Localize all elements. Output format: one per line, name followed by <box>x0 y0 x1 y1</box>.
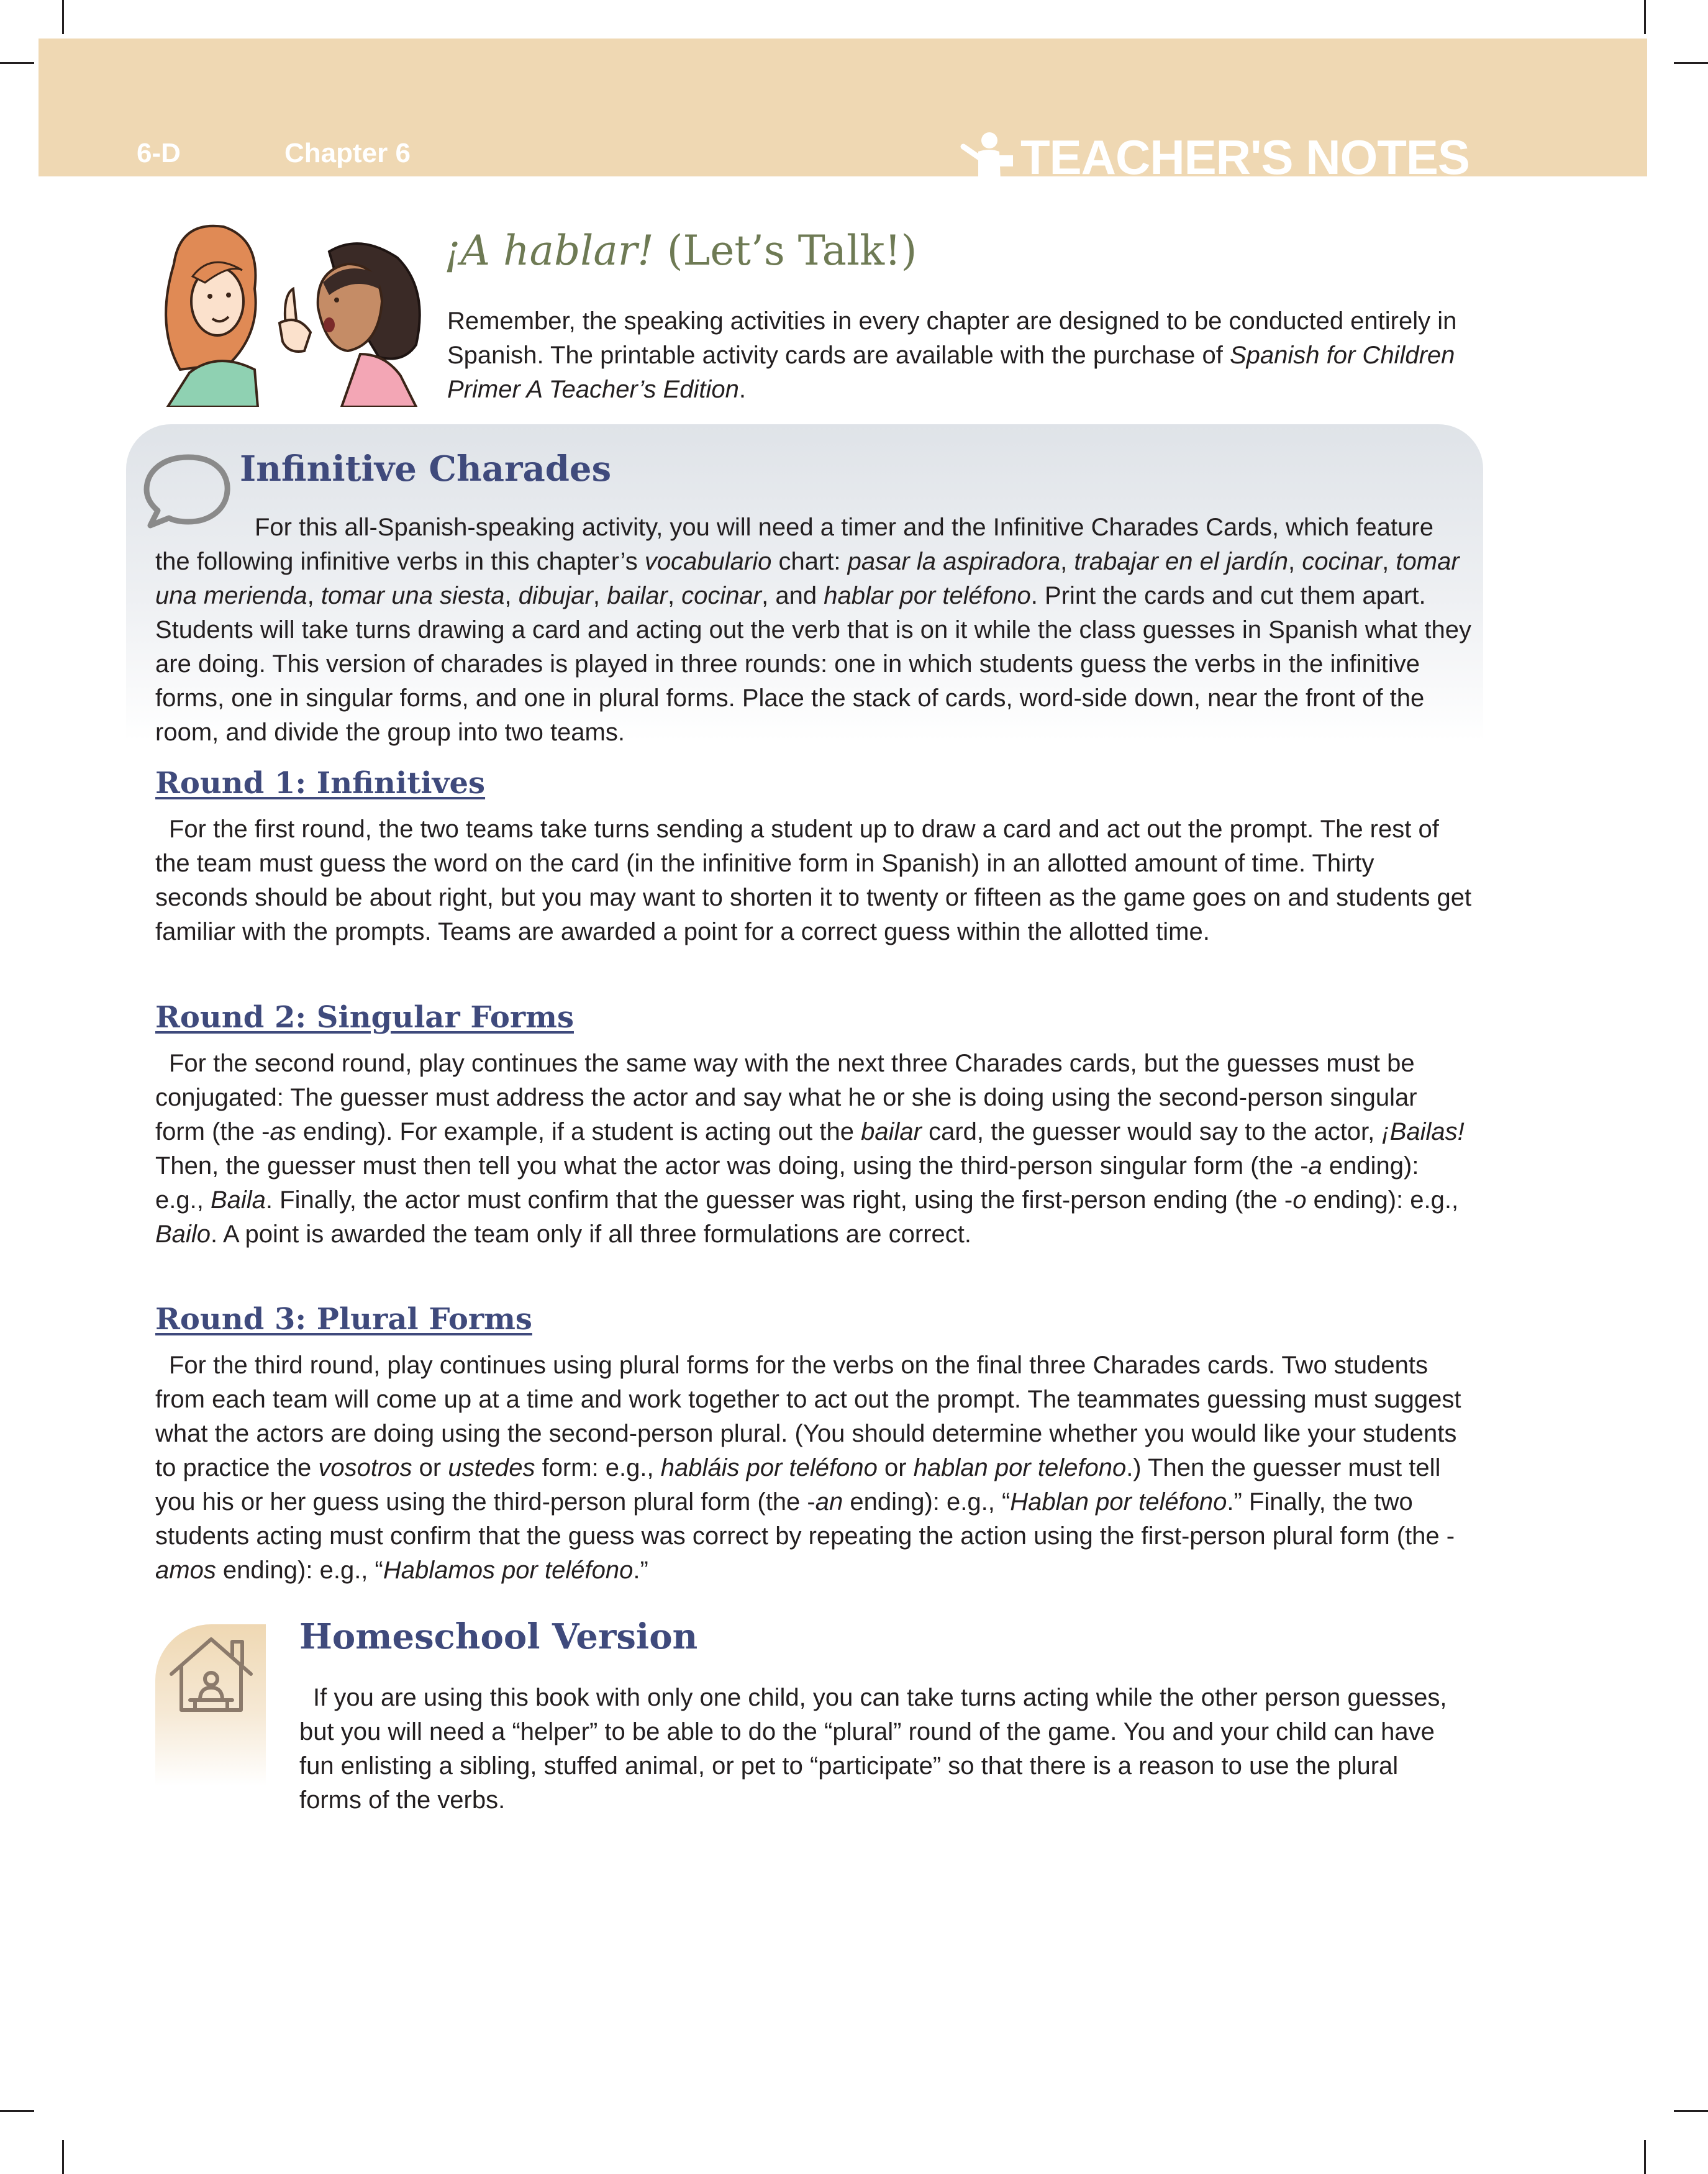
round-2-paragraph: For the second round, play continues the same way with the next three Charades cards, but the guesses must be conjugated: The guesser must address the actor and say what he or she is doing using the second-person singular form (the -as ending). For example, if a student is acting out the bailar card, the guesser would say to the actor, ¡Bailas! Then, the guesser must then tell you what the actor was doing, using the third-person singular form (the -a ending): e.g., Baila. Finally, the actor must confirm that the guesser was right, using the first-person ending (the -o ending): e.g., Bailo. A point is awarded the team only if all three formulations are correct. <box>155 1050 1465 1248</box>
section-title-homeschool: Homeschool Version <box>299 1616 698 1657</box>
charades-paragraph: For this all-Spanish-speaking activity, you will need a timer and the Infinitive Charades Cards, which feature the following infinitive verbs in this chapter’s vocabulario chart: pasar la aspiradora, trabajar en el jardín, cocinar, tomar una merienda, tomar una siesta, dibujar, bailar, cocinar, and hablar por teléfono. Print the cards and cut them apart. Students will take turns drawing a card and acting out the verb that is on it while the class guesses in Spanish what they are doing. This version of charades is played in three rounds: one in which students guess the verbs in the infinitive forms, one in singular forms, and one in plural forms. Place the stack of cards, word-side down, near the front of the room, and divide the group into two teams. <box>155 514 1471 746</box>
crop-mark <box>1674 62 1708 64</box>
intro-end: . <box>738 376 746 403</box>
round-1-heading: Round 1: Infinitives <box>155 766 486 801</box>
homeschool-paragraph: If you are using this book with only one child, you can take turns acting while the other person guesses, but you will need a “helper” to be able to do the “plural” round of the game. You and your child can have fun enlisting a sibling, stuffed animal, or pet to “participate” so that there is a reason to use the plural forms of the verbs. <box>299 1684 1447 1814</box>
chapter-label: Chapter 6 <box>284 138 411 168</box>
teachers-notes-label <box>960 130 1470 176</box>
crop-mark <box>1644 2140 1646 2174</box>
round-1-paragraph: For the first round, the two teams take turns sending a student up to draw a card and act out the prompt. The rest of the team must guess the word on the card (in the infinitive form in Spanish) in an allotted amount of time. Thirty seconds should be about right, but you may want to shorten it to twenty or fifteen as the game goes on and students get familiar with the prompts. Teams are awarded a point for a correct guess within the allotted time. <box>155 816 1472 945</box>
house-icon <box>163 1630 260 1724</box>
crop-mark <box>62 0 64 34</box>
round-2-heading: Round 2: Singular Forms <box>155 1000 574 1035</box>
crop-mark <box>62 2140 64 2174</box>
title-spanish: ¡A hablar! <box>444 227 654 275</box>
book-title: Spanish for Children Primer A Teacher’s Edition <box>447 342 1455 403</box>
intro-text: Remember, the speaking activities in every chapter are designed to be conducted entirely in Spanish. The printable activity cards are available with the purchase of <box>447 307 1457 369</box>
round-3-paragraph: For the third round, play continues using plural forms for the verbs on the final three Charades cards. Two students from each team will come up at a time and work together to act out the prompt. The teammates guessing must suggest what the actors are doing using the second-person plural. (You should determine whether you would like your students to practice the vosotros or ustedes form: e.g., habláis por teléfono or hablan por telefono.) Then the guesser must tell you his or her guess using the third-person plural form (the -an ending): e.g., “Hablan por teléfono.” Finally, the two students acting must confirm that the guess was correct by repeating the action using the first-person plural form (the -amos ending): e.g., “Hablamos por teléfono.” <box>155 1352 1461 1584</box>
crop-mark <box>1674 2110 1708 2112</box>
title-english: (Let’s Talk!) <box>653 227 917 275</box>
intro-paragraph <box>447 304 1466 407</box>
crop-mark <box>0 62 34 64</box>
teachers-notes-text: TEACHER'S NOTES <box>1020 130 1470 176</box>
crop-mark <box>1644 0 1646 34</box>
teacher-pointer-icon <box>960 130 1014 176</box>
page-number: 6-D <box>137 138 181 168</box>
crop-mark <box>0 2110 34 2112</box>
round-3-heading: Round 3: Plural Forms <box>155 1302 532 1337</box>
page-title <box>444 227 917 275</box>
two-girls-talking-illustration <box>155 221 429 407</box>
section-title-charades: Infinitive Charades <box>240 448 612 489</box>
